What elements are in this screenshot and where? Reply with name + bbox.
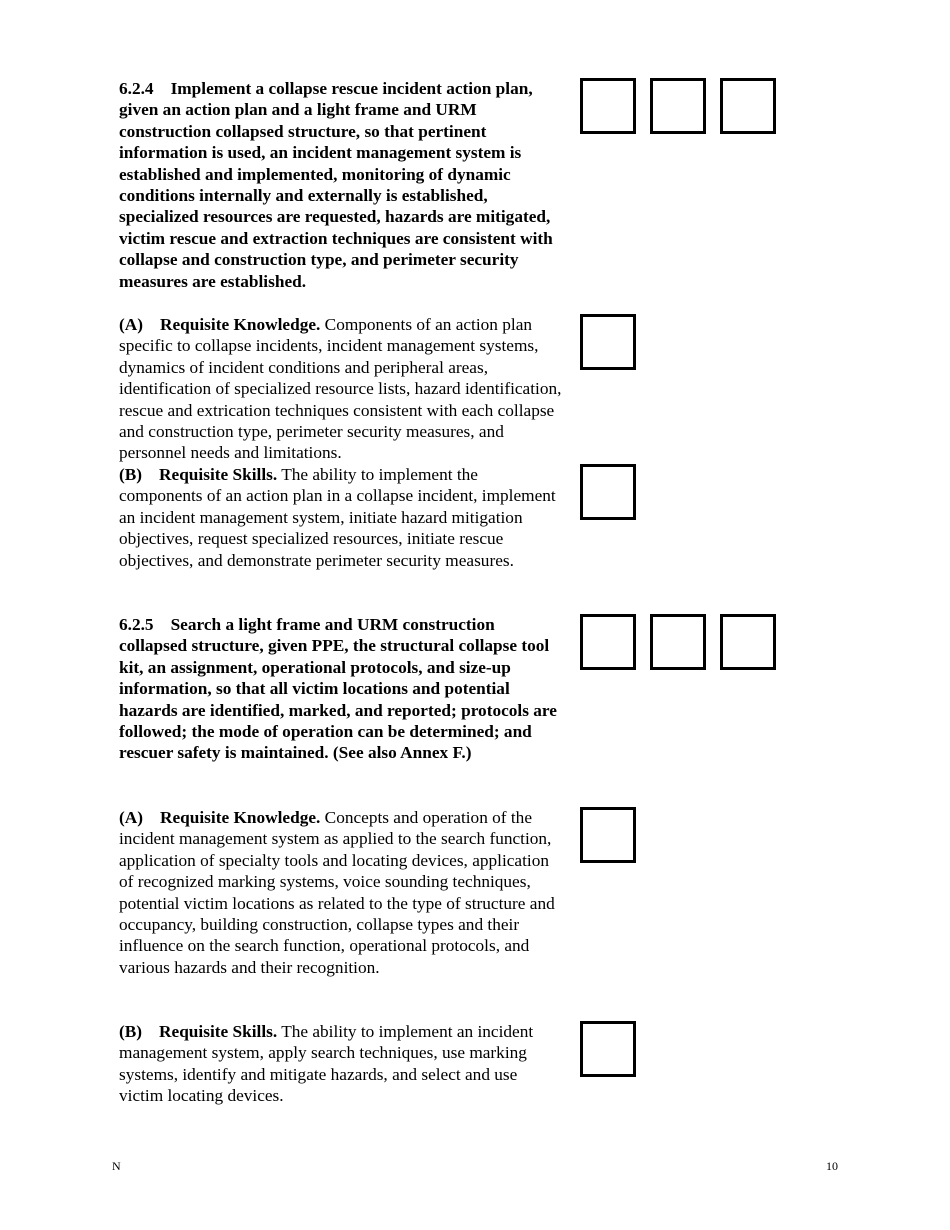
section-6-2-4-knowledge-checkbox[interactable] bbox=[580, 314, 636, 370]
section-6-2-4-skills-checkbox[interactable] bbox=[580, 464, 636, 520]
section-6-2-4-skills bbox=[119, 464, 565, 571]
knowledge-label: Requisite Knowledge. bbox=[160, 315, 321, 334]
knowledge-label: Requisite Knowledge. bbox=[160, 808, 321, 827]
knowledge-text: Components of an action plan specific to collapse incidents, incident management systems, dynamics of incident conditions and peripheral areas, identification of specialized resource lists, hazard identification, rescue and extrication techniques consistent with each collapse and construction type, perimeter security measures, and personnel needs and limitations. bbox=[119, 315, 562, 463]
section-6-2-5-knowledge bbox=[119, 807, 565, 978]
section-6-2-5-heading bbox=[119, 614, 565, 764]
knowledge-text: Concepts and operation of the incident management system as applied to the search function, application of specialty tools and locating devices, application of recognized marking systems, voice sounding techniques, potential victim locations as related to the type of structure and occupancy, building construction, collapse types and their influence on the search function, operational protocols, and various hazards and their recognition. bbox=[119, 808, 555, 977]
section-number: 6.2.4 bbox=[119, 79, 154, 98]
section-6-2-5-checkbox-1[interactable] bbox=[580, 614, 636, 670]
skills-marker: (B) bbox=[119, 1022, 143, 1041]
skills-label: Requisite Skills. bbox=[159, 465, 278, 484]
skills-marker: (B) bbox=[119, 465, 143, 484]
section-6-2-5-checkbox-3[interactable] bbox=[720, 614, 776, 670]
section-6-2-5-skills-checkbox[interactable] bbox=[580, 1021, 636, 1077]
section-6-2-4-checkbox-2[interactable] bbox=[650, 78, 706, 134]
section-6-2-4-checkbox-3[interactable] bbox=[720, 78, 776, 134]
section-6-2-4-checkbox-1[interactable] bbox=[580, 78, 636, 134]
section-text: Search a light frame and URM construction collapsed structure, given PPE, the structural collapse tool kit, an assignment, operational protocols, and size-up information, so that all victim locations and potential hazards are identified, marked, and reported; protocols are followed; the mode of operation can be determined; and rescuer safety is maintained. (See also Annex F.) bbox=[119, 615, 557, 763]
section-6-2-4-knowledge bbox=[119, 314, 565, 464]
knowledge-marker: (A) bbox=[119, 808, 143, 827]
footer-left-label: N bbox=[112, 1159, 121, 1173]
page-number: 10 bbox=[826, 1159, 838, 1173]
section-6-2-5-skills bbox=[119, 1021, 565, 1107]
skills-text: The ability to implement an incident management system, apply search techniques, use marking systems, identify and mitigate hazards, and select and use victim locating devices. bbox=[119, 1022, 534, 1106]
section-6-2-5-checkbox-2[interactable] bbox=[650, 614, 706, 670]
skills-label: Requisite Skills. bbox=[159, 1022, 278, 1041]
section-6-2-5-knowledge-checkbox[interactable] bbox=[580, 807, 636, 863]
section-number: 6.2.5 bbox=[119, 615, 154, 634]
skills-text: The ability to implement the components of an action plan in a collapse incident, implement an incident management system, initiate hazard mitigation objectives, request specialized resources, initiate rescue objectives, and demonstrate perimeter security measures. bbox=[119, 465, 556, 570]
section-6-2-4-heading bbox=[119, 78, 565, 292]
section-text: Implement a collapse rescue incident action plan, given an action plan and a light frame and URM construction collapsed structure, so that pertinent information is used, an incident management system is established and implemented, monitoring of dynamic conditions internally and externally is established, specialized resources are requested, hazards are mitigated, victim rescue and extraction techniques are consistent with collapse and construction type, and perimeter security measures are established. bbox=[119, 79, 553, 291]
knowledge-marker: (A) bbox=[119, 315, 143, 334]
